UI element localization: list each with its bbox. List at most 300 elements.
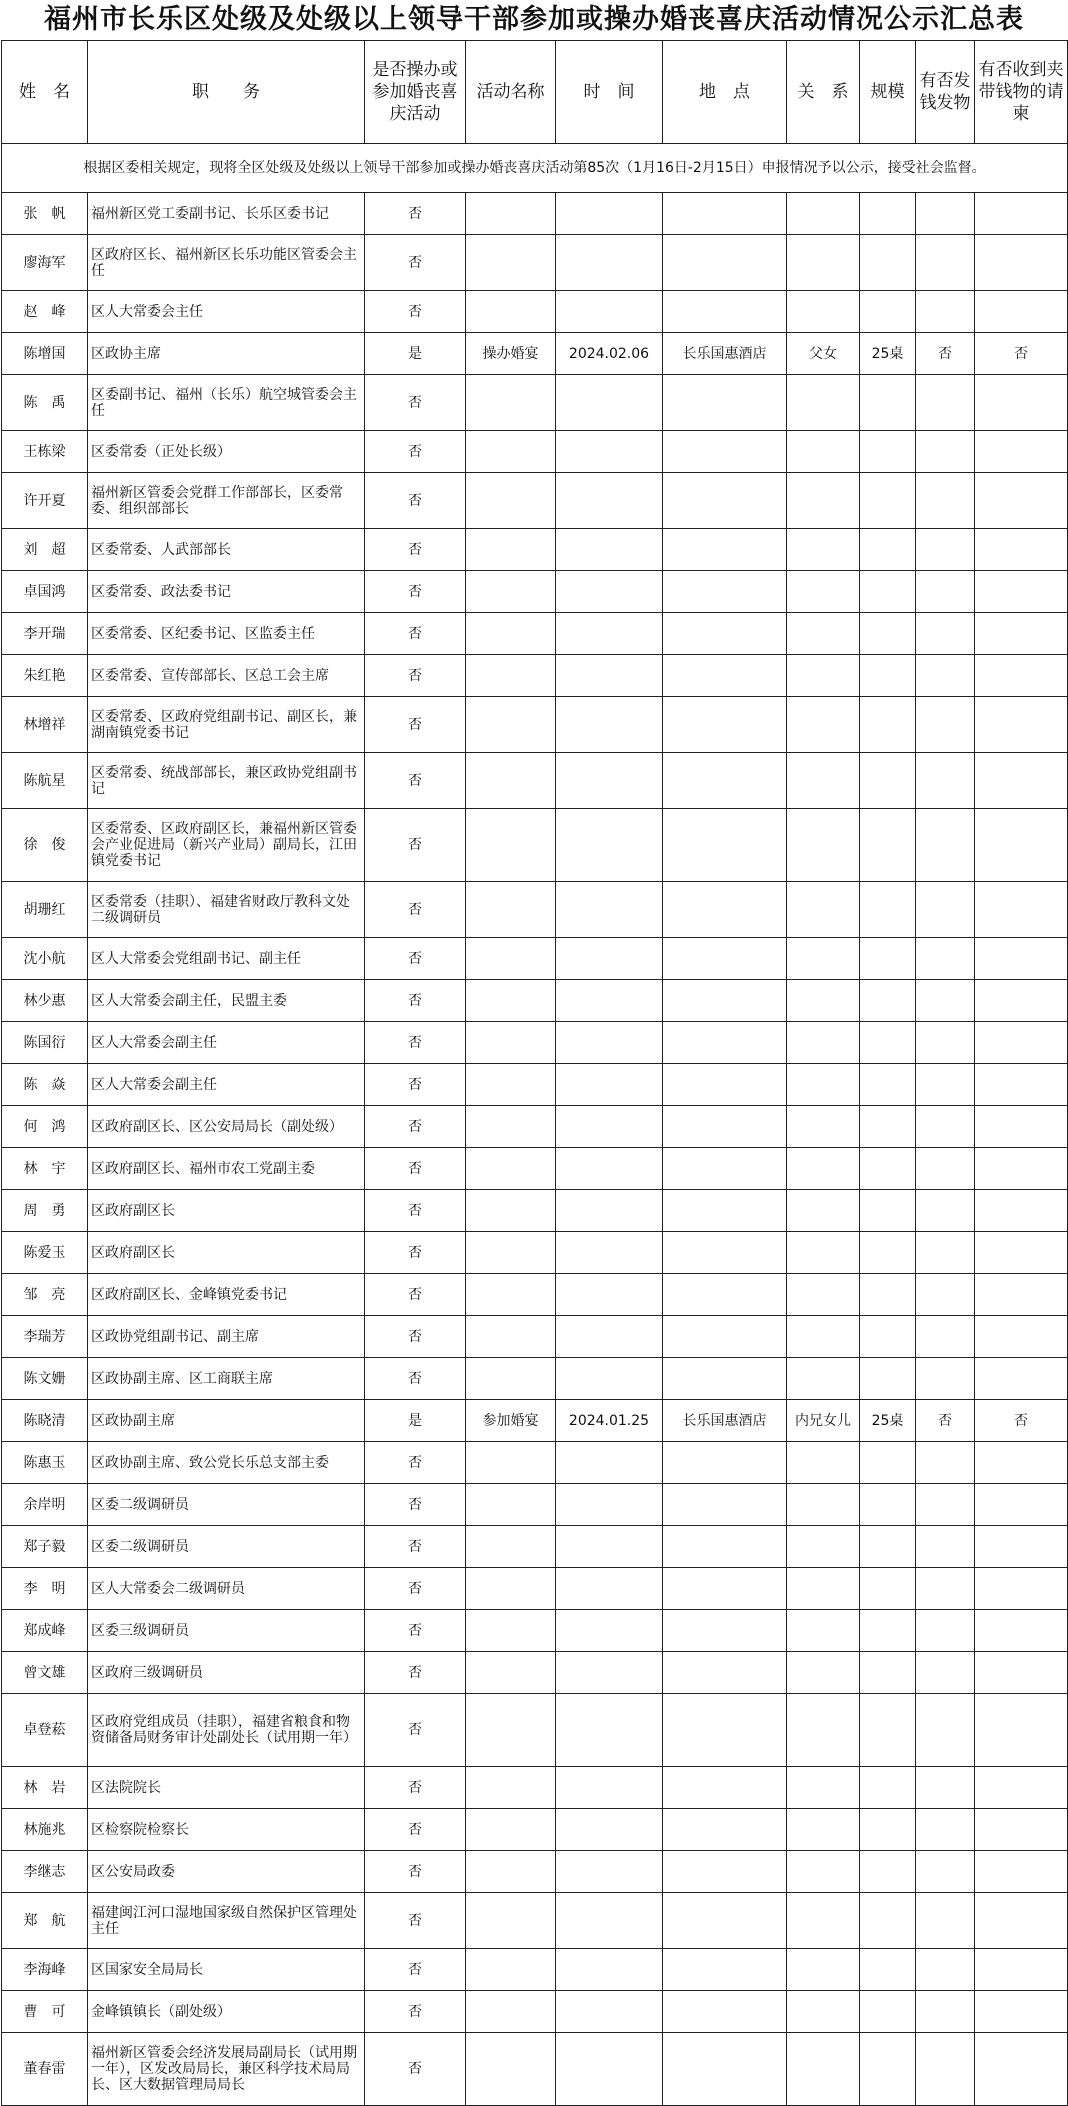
cell-participated: 否 <box>365 1652 466 1694</box>
table-row <box>2 697 1068 753</box>
cell-relation <box>787 753 860 809</box>
cell-invitation <box>975 291 1068 333</box>
cell-participated: 否 <box>365 375 466 431</box>
cell-money <box>916 1568 975 1610</box>
cell-time <box>556 193 663 235</box>
cell-name: 赵 峰 <box>2 291 88 333</box>
cell-relation <box>787 235 860 291</box>
cell-relation <box>787 1526 860 1568</box>
cell-name: 陈国衍 <box>2 1022 88 1064</box>
cell-invitation <box>975 1893 1068 1949</box>
cell-name: 林 岩 <box>2 1767 88 1809</box>
cell-activity <box>466 1991 556 2033</box>
cell-invitation <box>975 431 1068 473</box>
cell-position: 区政府党组成员（挂职），福建省粮食和物资储备局财务审计处副处长（试用期一年） <box>88 1694 365 1767</box>
cell-money <box>916 473 975 529</box>
cell-scale <box>860 1106 916 1148</box>
table-row <box>2 1809 1068 1851</box>
cell-location <box>663 2033 787 2106</box>
cell-relation <box>787 938 860 980</box>
table-row <box>2 1232 1068 1274</box>
cell-invitation <box>975 655 1068 697</box>
header-activity: 活动名称 <box>466 41 556 144</box>
cell-participated: 否 <box>365 2033 466 2106</box>
cell-participated: 否 <box>365 1442 466 1484</box>
cell-activity <box>466 1148 556 1190</box>
cell-position: 区政府区长、福州新区长乐功能区管委会主任 <box>88 235 365 291</box>
cell-relation: 内兄女儿 <box>787 1400 860 1442</box>
cell-relation <box>787 1148 860 1190</box>
cell-name: 徐 俊 <box>2 809 88 882</box>
cell-money <box>916 1022 975 1064</box>
table-row <box>2 809 1068 882</box>
cell-location <box>663 1568 787 1610</box>
cell-participated: 否 <box>365 1274 466 1316</box>
table-row <box>2 1442 1068 1484</box>
cell-time <box>556 1767 663 1809</box>
cell-position: 区人大常委会副主任，民盟主委 <box>88 980 365 1022</box>
cell-scale <box>860 1991 916 2033</box>
cell-relation: 父女 <box>787 333 860 375</box>
cell-relation <box>787 291 860 333</box>
cell-scale <box>860 431 916 473</box>
cell-money <box>916 882 975 938</box>
cell-activity <box>466 1064 556 1106</box>
cell-participated: 否 <box>365 1893 466 1949</box>
cell-scale <box>860 613 916 655</box>
cell-location <box>663 1809 787 1851</box>
cell-scale <box>860 1652 916 1694</box>
table-row <box>2 2033 1068 2106</box>
table-row <box>2 1316 1068 1358</box>
table-row <box>2 613 1068 655</box>
cell-activity <box>466 291 556 333</box>
cell-participated: 否 <box>365 882 466 938</box>
cell-time <box>556 1694 663 1767</box>
table-row <box>2 1106 1068 1148</box>
cell-time <box>556 1610 663 1652</box>
cell-time <box>556 1190 663 1232</box>
cell-invitation <box>975 980 1068 1022</box>
cell-money <box>916 375 975 431</box>
cell-position: 区委常委、人武部部长 <box>88 529 365 571</box>
cell-position: 区政府副区长、区公安局局长（副处级） <box>88 1106 365 1148</box>
cell-location <box>663 1694 787 1767</box>
cell-scale <box>860 1526 916 1568</box>
cell-relation <box>787 1652 860 1694</box>
cell-position: 福州新区党工委副书记、长乐区委书记 <box>88 193 365 235</box>
cell-invitation <box>975 2033 1068 2106</box>
cell-time <box>556 1991 663 2033</box>
cell-activity <box>466 1568 556 1610</box>
cell-invitation <box>975 1568 1068 1610</box>
cell-invitation <box>975 529 1068 571</box>
cell-invitation <box>975 1991 1068 2033</box>
cell-name: 胡珊红 <box>2 882 88 938</box>
cell-money <box>916 697 975 753</box>
cell-activity <box>466 1232 556 1274</box>
table-row <box>2 1526 1068 1568</box>
cell-invitation <box>975 809 1068 882</box>
cell-position: 区人大常委会副主任 <box>88 1064 365 1106</box>
cell-money <box>916 1064 975 1106</box>
cell-time <box>556 1851 663 1893</box>
cell-invitation <box>975 1232 1068 1274</box>
cell-location <box>663 431 787 473</box>
cell-invitation <box>975 1484 1068 1526</box>
cell-invitation <box>975 613 1068 655</box>
cell-money <box>916 980 975 1022</box>
cell-participated: 是 <box>365 1400 466 1442</box>
cell-activity <box>466 1610 556 1652</box>
cell-invitation <box>975 1358 1068 1400</box>
cell-participated: 否 <box>365 1949 466 1991</box>
table-row <box>2 1148 1068 1190</box>
cell-position: 区委常委（正处长级） <box>88 431 365 473</box>
cell-scale <box>860 529 916 571</box>
cell-scale <box>860 882 916 938</box>
cell-location <box>663 753 787 809</box>
cell-participated: 否 <box>365 697 466 753</box>
cell-time <box>556 1148 663 1190</box>
table-row <box>2 473 1068 529</box>
table-row <box>2 1064 1068 1106</box>
table-row <box>2 235 1068 291</box>
table-row <box>2 882 1068 938</box>
cell-position: 区委常委（挂职）、福建省财政厅教科文处二级调研员 <box>88 882 365 938</box>
cell-time <box>556 1232 663 1274</box>
cell-name: 陈航星 <box>2 753 88 809</box>
cell-time <box>556 882 663 938</box>
cell-relation <box>787 1610 860 1652</box>
table-row <box>2 655 1068 697</box>
cell-participated: 否 <box>365 1694 466 1767</box>
cell-relation <box>787 529 860 571</box>
header-money: 有否发钱发物 <box>916 41 975 144</box>
cell-location <box>663 1064 787 1106</box>
cell-time <box>556 1526 663 1568</box>
table-row <box>2 291 1068 333</box>
cell-activity <box>466 1851 556 1893</box>
table-row <box>2 1274 1068 1316</box>
cell-name: 张 帆 <box>2 193 88 235</box>
cell-location <box>663 613 787 655</box>
cell-position: 区委常委、区政府副区长，兼福州新区管委会产业促进局（新兴产业局）副局长，江田镇党委书记 <box>88 809 365 882</box>
cell-position: 区委常委、区纪委书记、区监委主任 <box>88 613 365 655</box>
cell-time <box>556 571 663 613</box>
cell-name: 廖海军 <box>2 235 88 291</box>
cell-name: 李海峰 <box>2 1949 88 1991</box>
cell-activity <box>466 655 556 697</box>
cell-activity <box>466 529 556 571</box>
cell-time <box>556 1106 663 1148</box>
cell-relation <box>787 473 860 529</box>
cell-money <box>916 938 975 980</box>
cell-money: 否 <box>916 333 975 375</box>
cell-scale <box>860 1484 916 1526</box>
cell-position: 区委二级调研员 <box>88 1526 365 1568</box>
cell-location <box>663 1148 787 1190</box>
cell-relation <box>787 431 860 473</box>
cell-invitation <box>975 1064 1068 1106</box>
cell-name: 郑 航 <box>2 1893 88 1949</box>
cell-invitation <box>975 1610 1068 1652</box>
cell-time <box>556 2033 663 2106</box>
table-row <box>2 571 1068 613</box>
cell-activity: 操办婚宴 <box>466 333 556 375</box>
cell-scale <box>860 291 916 333</box>
cell-scale <box>860 697 916 753</box>
cell-location: 长乐国惠酒店 <box>663 333 787 375</box>
header-scale: 规模 <box>860 41 916 144</box>
table-row <box>2 333 1068 375</box>
cell-participated: 否 <box>365 1148 466 1190</box>
cell-relation <box>787 697 860 753</box>
cell-time <box>556 613 663 655</box>
cell-participated: 否 <box>365 1232 466 1274</box>
cell-participated: 否 <box>365 1809 466 1851</box>
cell-scale <box>860 1610 916 1652</box>
cell-invitation <box>975 1652 1068 1694</box>
cell-name: 林 宇 <box>2 1148 88 1190</box>
cell-activity <box>466 1652 556 1694</box>
cell-time <box>556 1442 663 1484</box>
cell-position: 金峰镇镇长（副处级） <box>88 1991 365 2033</box>
cell-name: 刘 超 <box>2 529 88 571</box>
cell-time <box>556 809 663 882</box>
cell-position: 区人大常委会主任 <box>88 291 365 333</box>
cell-scale <box>860 938 916 980</box>
cell-scale <box>860 2033 916 2106</box>
cell-activity <box>466 1809 556 1851</box>
cell-name: 曹 可 <box>2 1991 88 2033</box>
cell-relation <box>787 1809 860 1851</box>
cell-position: 区委二级调研员 <box>88 1484 365 1526</box>
cell-position: 区政府三级调研员 <box>88 1652 365 1694</box>
cell-name: 陈 禹 <box>2 375 88 431</box>
cell-money <box>916 1442 975 1484</box>
cell-scale <box>860 1190 916 1232</box>
cell-name: 王栋梁 <box>2 431 88 473</box>
cell-name: 郑成峰 <box>2 1610 88 1652</box>
cell-invitation <box>975 1809 1068 1851</box>
cell-money <box>916 1274 975 1316</box>
cell-position: 区法院院长 <box>88 1767 365 1809</box>
cell-activity <box>466 1442 556 1484</box>
table-row <box>2 1893 1068 1949</box>
cell-money <box>916 235 975 291</box>
cell-time <box>556 1022 663 1064</box>
cell-location <box>663 809 787 882</box>
cell-scale <box>860 1767 916 1809</box>
cell-name: 卓登菘 <box>2 1694 88 1767</box>
cell-position: 区政府副区长 <box>88 1190 365 1232</box>
cell-position: 区委常委、区政府党组副书记、副区长，兼湖南镇党委书记 <box>88 697 365 753</box>
table-row <box>2 193 1068 235</box>
cell-time: 2024.02.06 <box>556 333 663 375</box>
cell-activity <box>466 938 556 980</box>
cell-invitation <box>975 697 1068 753</box>
cell-position: 区政府副区长 <box>88 1232 365 1274</box>
cell-relation <box>787 1064 860 1106</box>
cell-participated: 否 <box>365 980 466 1022</box>
cell-participated: 否 <box>365 1358 466 1400</box>
cell-scale <box>860 1232 916 1274</box>
cell-relation <box>787 1767 860 1809</box>
cell-relation <box>787 1893 860 1949</box>
cell-position: 区委常委、宣传部部长、区总工会主席 <box>88 655 365 697</box>
cell-name: 林增祥 <box>2 697 88 753</box>
cell-time <box>556 1274 663 1316</box>
cell-time <box>556 1652 663 1694</box>
cell-relation <box>787 882 860 938</box>
cell-money <box>916 529 975 571</box>
cell-name: 陈爱玉 <box>2 1232 88 1274</box>
cell-scale <box>860 235 916 291</box>
header-name: 姓 名 <box>2 41 88 144</box>
cell-location <box>663 529 787 571</box>
cell-money <box>916 1526 975 1568</box>
cell-scale <box>860 1568 916 1610</box>
cell-name: 李继志 <box>2 1851 88 1893</box>
cell-name: 李开瑞 <box>2 613 88 655</box>
cell-invitation <box>975 1106 1068 1148</box>
cell-name: 董春雷 <box>2 2033 88 2106</box>
cell-location <box>663 1526 787 1568</box>
table-row <box>2 1767 1068 1809</box>
cell-invitation <box>975 571 1068 613</box>
cell-activity <box>466 1274 556 1316</box>
cell-invitation <box>975 1274 1068 1316</box>
cell-location <box>663 1610 787 1652</box>
cell-money <box>916 1484 975 1526</box>
cell-position: 区政协副主席、区工商联主席 <box>88 1358 365 1400</box>
cell-participated: 否 <box>365 473 466 529</box>
cell-money <box>916 1190 975 1232</box>
cell-time <box>556 1358 663 1400</box>
cell-participated: 否 <box>365 1610 466 1652</box>
cell-scale <box>860 655 916 697</box>
cell-name: 沈小航 <box>2 938 88 980</box>
cell-location <box>663 1767 787 1809</box>
cell-invitation <box>975 1694 1068 1767</box>
cell-participated: 否 <box>365 753 466 809</box>
cell-time <box>556 1316 663 1358</box>
cell-relation <box>787 193 860 235</box>
cell-activity <box>466 980 556 1022</box>
cell-scale <box>860 1358 916 1400</box>
cell-invitation: 否 <box>975 333 1068 375</box>
table-row <box>2 529 1068 571</box>
cell-scale <box>860 753 916 809</box>
cell-participated: 否 <box>365 938 466 980</box>
table-row <box>2 1851 1068 1893</box>
cell-invitation <box>975 1851 1068 1893</box>
cell-relation <box>787 809 860 882</box>
cell-scale <box>860 1851 916 1893</box>
cell-invitation <box>975 375 1068 431</box>
cell-activity <box>466 375 556 431</box>
cell-invitation <box>975 1316 1068 1358</box>
cell-participated: 否 <box>365 529 466 571</box>
cell-participated: 否 <box>365 1568 466 1610</box>
cell-location <box>663 1893 787 1949</box>
cell-invitation <box>975 938 1068 980</box>
cell-participated: 否 <box>365 1064 466 1106</box>
header-invitation: 有否收到夹带钱物的请柬 <box>975 41 1068 144</box>
cell-name: 林施兆 <box>2 1809 88 1851</box>
cell-relation <box>787 1358 860 1400</box>
cell-scale: 25桌 <box>860 1400 916 1442</box>
cell-location <box>663 193 787 235</box>
table-row <box>2 980 1068 1022</box>
cell-participated: 否 <box>365 809 466 882</box>
notice-text: 根据区委相关规定，现将全区处级及处级以上领导干部参加或操办婚丧喜庆活动第85次（1月16日-2月15日）申报情况予以公示，接受社会监督。 <box>2 144 1068 193</box>
cell-money <box>916 1851 975 1893</box>
cell-scale <box>860 1064 916 1106</box>
cell-location <box>663 1274 787 1316</box>
cell-activity <box>466 193 556 235</box>
cell-name: 李 明 <box>2 1568 88 1610</box>
cell-participated: 否 <box>365 291 466 333</box>
cell-money <box>916 809 975 882</box>
cell-activity <box>466 1316 556 1358</box>
cell-position: 区政协副主席 <box>88 1400 365 1442</box>
cell-participated: 否 <box>365 655 466 697</box>
cell-activity <box>466 2033 556 2106</box>
cell-position: 区政府副区长、金峰镇党委书记 <box>88 1274 365 1316</box>
cell-position: 福州新区管委会党群工作部部长，区委常委、组织部部长 <box>88 473 365 529</box>
table-row <box>2 1694 1068 1767</box>
header-participated: 是否操办或参加婚丧喜庆活动 <box>365 41 466 144</box>
cell-invitation <box>975 1526 1068 1568</box>
cell-time <box>556 1809 663 1851</box>
cell-relation <box>787 571 860 613</box>
cell-relation <box>787 1274 860 1316</box>
cell-scale <box>860 1442 916 1484</box>
cell-money <box>916 613 975 655</box>
cell-invitation <box>975 1148 1068 1190</box>
cell-name: 陈惠玉 <box>2 1442 88 1484</box>
cell-location <box>663 235 787 291</box>
cell-invitation <box>975 1442 1068 1484</box>
cell-time <box>556 1484 663 1526</box>
cell-position: 区国家安全局局长 <box>88 1949 365 1991</box>
cell-invitation <box>975 753 1068 809</box>
cell-money <box>916 1106 975 1148</box>
cell-money <box>916 2033 975 2106</box>
cell-money <box>916 1652 975 1694</box>
cell-money <box>916 1991 975 2033</box>
cell-scale: 25桌 <box>860 333 916 375</box>
cell-relation <box>787 1991 860 2033</box>
cell-time <box>556 753 663 809</box>
table-row <box>2 938 1068 980</box>
cell-location <box>663 1232 787 1274</box>
cell-position: 区委常委、统战部部长，兼区政协党组副书记 <box>88 753 365 809</box>
cell-activity <box>466 473 556 529</box>
cell-participated: 否 <box>365 235 466 291</box>
cell-scale <box>860 809 916 882</box>
cell-invitation <box>975 1190 1068 1232</box>
cell-activity <box>466 431 556 473</box>
cell-name: 余岸明 <box>2 1484 88 1526</box>
cell-invitation <box>975 1767 1068 1809</box>
cell-participated: 否 <box>365 1316 466 1358</box>
cell-position: 区人大常委会二级调研员 <box>88 1568 365 1610</box>
table-row <box>2 753 1068 809</box>
cell-location <box>663 1484 787 1526</box>
